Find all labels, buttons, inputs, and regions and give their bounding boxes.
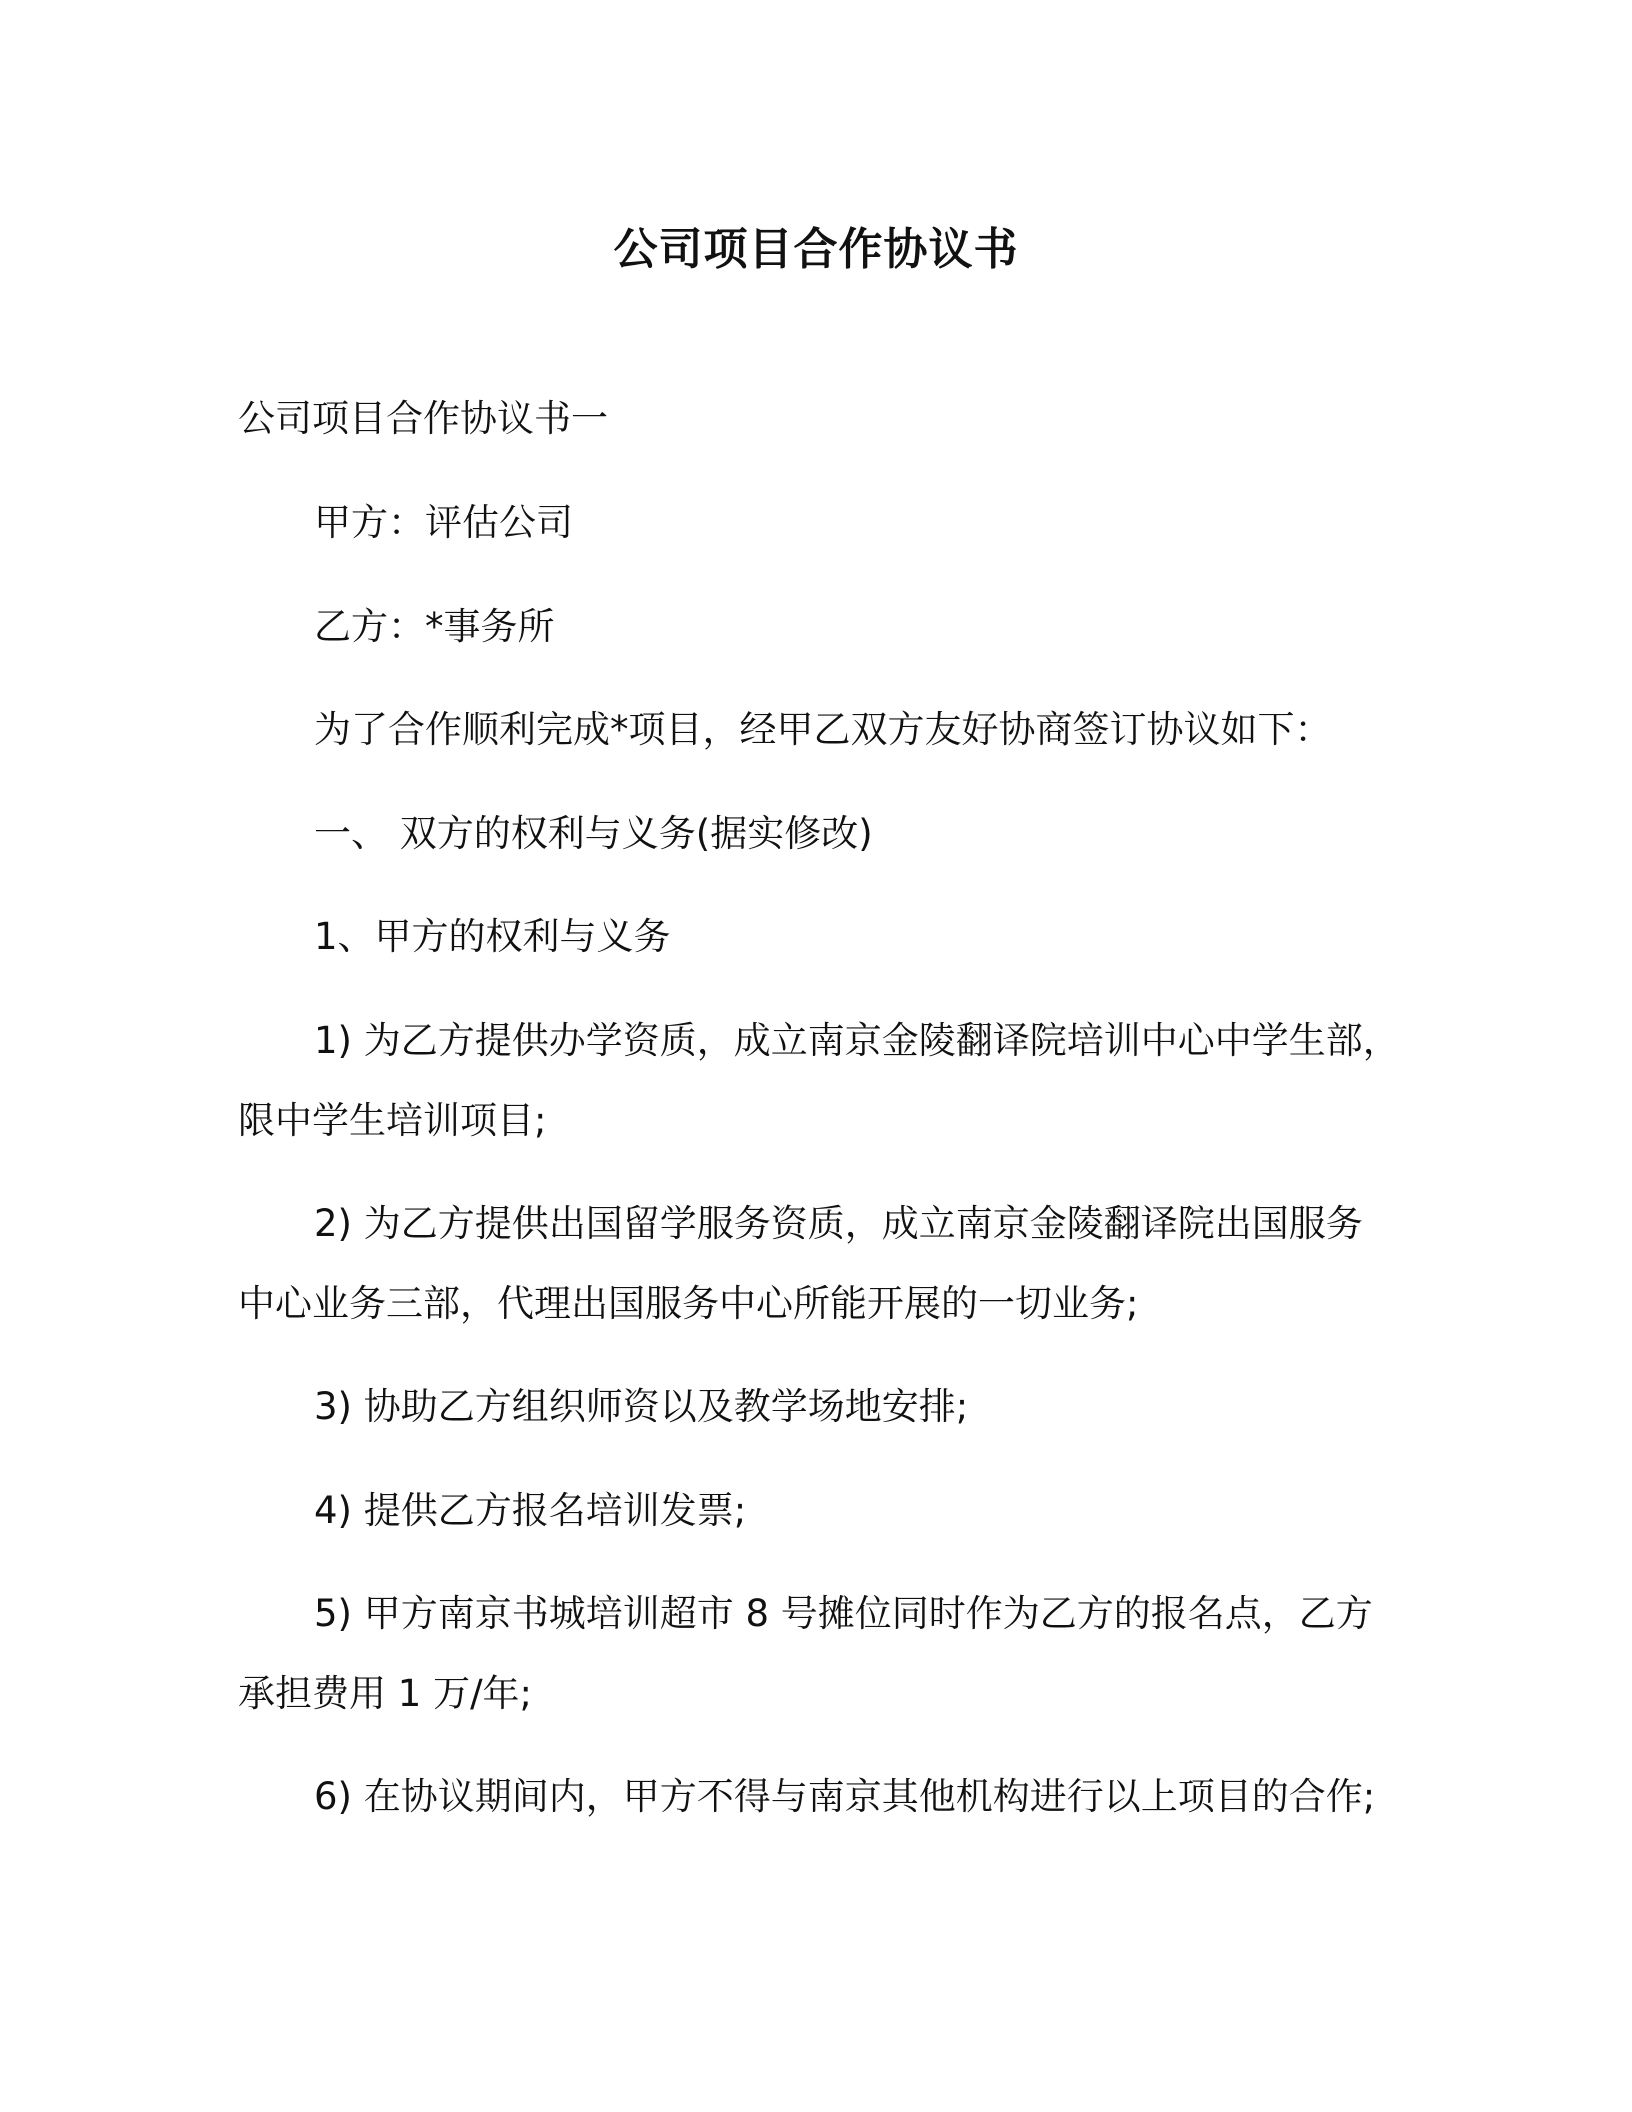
list-item-3: 3) 协助乙方组织师资以及教学场地安排; xyxy=(314,1385,969,1428)
list-item-2-line-1: 2) 为乙方提供出国留学服务资质，成立南京金陵翻译院出国服务 xyxy=(314,1202,1363,1245)
intro-paragraph: 为了合作顺利完成*项目，经甲乙双方友好协商签订协议如下： xyxy=(314,708,1332,751)
list-item-1-line-1: 1) 为乙方提供办学资质，成立南京金陵翻译院培训中心中学生部， xyxy=(314,1019,1400,1062)
document-subtitle: 公司项目合作协议书一 xyxy=(238,397,608,440)
list-item-1-line-2: 限中学生培训项目; xyxy=(238,1099,547,1142)
party-a: 甲方：评估公司 xyxy=(314,501,573,544)
document-title: 公司项目合作协议书 xyxy=(613,224,1019,275)
list-item-4: 4) 提供乙方报名培训发票; xyxy=(314,1489,747,1532)
list-item-6: 6) 在协议期间内，甲方不得与南京其他机构进行以上项目的合作; xyxy=(314,1775,1376,1818)
subsection-heading-party-a: 1、甲方的权利与义务 xyxy=(314,915,671,958)
list-item-5-line-2: 承担费用 1 万/年; xyxy=(238,1672,532,1715)
party-b: 乙方：*事务所 xyxy=(314,605,555,648)
list-item-5-line-1: 5) 甲方南京书城培训超市 8 号摊位同时作为乙方的报名点，乙方 xyxy=(314,1592,1373,1635)
section-heading-rights-obligations: 一、 双方的权利与义务(据实修改) xyxy=(314,812,873,855)
list-item-2-line-2: 中心业务三部，代理出国服务中心所能开展的一切业务; xyxy=(238,1282,1139,1325)
